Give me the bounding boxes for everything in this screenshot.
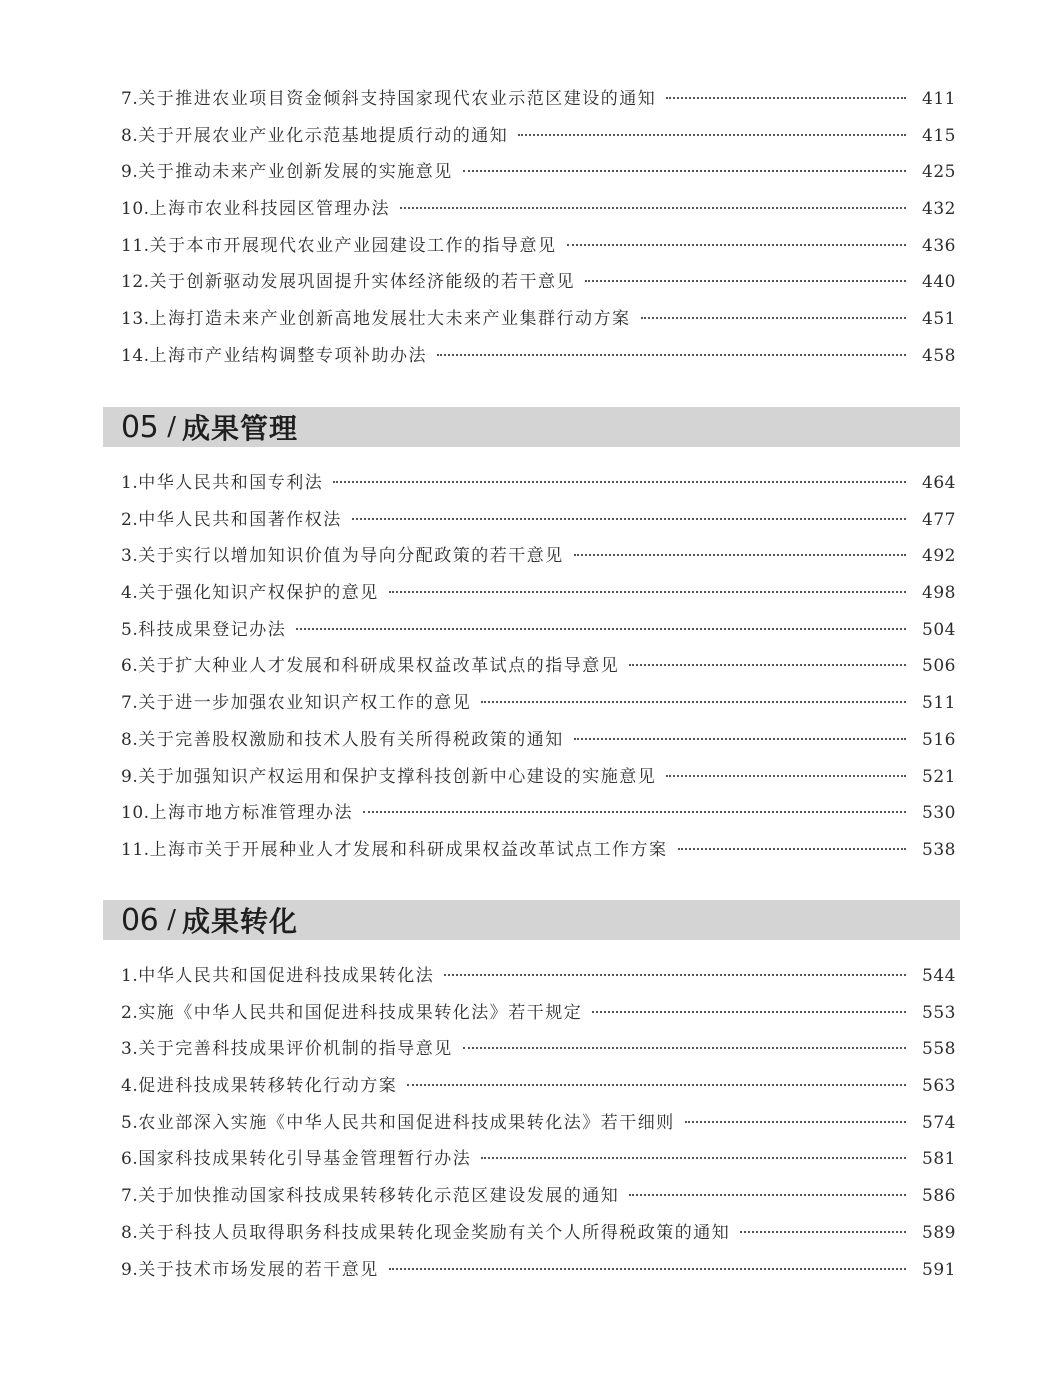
entry-title: 关于开展农业产业化示范基地提质行动的通知	[138, 125, 509, 146]
toc-entry[interactable]	[121, 502, 956, 539]
toc-entry[interactable]	[121, 575, 956, 612]
toc-list-section-06	[121, 958, 956, 1288]
entry-title: 实施《中华人民共和国促进科技成果转化法》若干规定	[138, 1002, 583, 1023]
entry-number: 6.	[121, 656, 139, 677]
entry-title: 关于科技人员取得职务科技成果转化现金奖励有关个人所得税政策的通知	[138, 1222, 731, 1243]
toc-entry[interactable]	[121, 465, 956, 502]
toc-entry[interactable]	[121, 995, 956, 1032]
entry-number: 13.	[121, 309, 150, 330]
section-number: 06	[121, 902, 159, 938]
section-title: 成果管理	[181, 412, 298, 445]
page-number: 589	[922, 1222, 956, 1243]
toc-entry[interactable]	[121, 81, 956, 118]
page-number: 477	[922, 509, 956, 530]
page-number: 563	[922, 1076, 956, 1097]
dot-leader	[685, 1121, 906, 1123]
dot-leader	[574, 738, 906, 740]
entry-title: 关于完善股权激励和技术人股有关所得税政策的通知	[138, 729, 564, 750]
dot-leader	[629, 1194, 906, 1196]
entry-title: 关于技术市场发展的若干意见	[138, 1259, 379, 1280]
entry-title: 上海市关于开展种业人才发展和科研成果权益改革试点工作方案	[149, 839, 668, 860]
dot-leader	[574, 554, 906, 556]
entry-number: 2.	[121, 1002, 139, 1023]
entry-title: 关于实行以增加知识价值为导向分配政策的若干意见	[138, 546, 564, 567]
entry-number: 7.	[121, 693, 139, 714]
toc-entry[interactable]	[121, 648, 956, 685]
entry-number: 9.	[121, 766, 139, 787]
page-number: 574	[922, 1112, 956, 1133]
entry-title: 关于创新驱动发展巩固提升实体经济能级的若干意见	[149, 272, 576, 293]
toc-entry[interactable]	[121, 759, 956, 796]
section-divider: /	[167, 412, 176, 442]
toc-entry[interactable]	[121, 154, 956, 191]
toc-entry[interactable]	[121, 685, 956, 722]
section-title: 成果转化	[181, 905, 298, 938]
page-number: 504	[922, 619, 956, 640]
section-divider: /	[167, 905, 176, 935]
toc-entry[interactable]	[121, 228, 956, 265]
toc-entry[interactable]	[121, 1215, 956, 1252]
dot-leader	[437, 354, 906, 356]
toc-list-continued	[121, 81, 956, 375]
dot-leader	[629, 664, 906, 666]
page-number: 586	[922, 1186, 956, 1207]
toc-entry[interactable]	[121, 1068, 956, 1105]
entry-title: 中华人民共和国著作权法	[138, 509, 342, 530]
entry-title: 上海市农业科技园区管理办法	[149, 199, 391, 220]
page-number: 521	[922, 766, 956, 787]
page-number: 544	[922, 966, 956, 986]
toc-list-section-05	[121, 465, 956, 869]
dot-leader	[352, 518, 906, 520]
entry-title: 关于完善科技成果评价机制的指导意见	[138, 1039, 453, 1060]
toc-entry[interactable]	[121, 191, 956, 228]
dot-leader	[481, 701, 906, 703]
entry-title: 促进科技成果转移转化行动方案	[138, 1076, 398, 1097]
toc-entry[interactable]	[121, 832, 956, 869]
entry-number: 1.	[121, 966, 139, 986]
entry-title: 科技成果登记办法	[138, 619, 287, 640]
page-number: 530	[922, 803, 956, 824]
entry-number: 5.	[121, 619, 139, 640]
toc-entry[interactable]	[121, 722, 956, 759]
entry-number: 8.	[121, 729, 139, 750]
entry-number: 7.	[121, 1186, 139, 1207]
entry-number: 1.	[121, 473, 139, 493]
page-number: 440	[922, 272, 956, 293]
entry-number: 3.	[121, 546, 139, 567]
entry-number: 6.	[121, 1149, 139, 1170]
dot-leader	[389, 591, 906, 593]
dot-leader	[389, 1268, 906, 1270]
dot-leader	[585, 280, 906, 282]
dot-leader	[407, 1084, 906, 1086]
page-number: 581	[922, 1149, 956, 1170]
entry-number: 14.	[121, 345, 150, 366]
entry-title: 关于推进农业项目资金倾斜支持国家现代农业示范区建设的通知	[138, 89, 657, 109]
dot-leader	[444, 974, 906, 976]
toc-entry[interactable]	[121, 264, 956, 301]
page-number: 415	[922, 125, 956, 146]
entry-number: 7.	[121, 89, 139, 109]
entry-title: 上海打造未来产业创新高地发展壮大未来产业集群行动方案	[149, 309, 631, 330]
entry-title: 农业部深入实施《中华人民共和国促进科技成果转化法》若干细则	[138, 1112, 675, 1133]
entry-title: 上海市地方标准管理办法	[149, 803, 354, 824]
entry-number: 9.	[121, 1259, 139, 1280]
toc-entry[interactable]	[121, 538, 956, 575]
entry-title: 中华人民共和国促进科技成果转化法	[138, 966, 435, 986]
entry-number: 8.	[121, 125, 139, 146]
toc-entry[interactable]	[121, 612, 956, 649]
entry-title: 中华人民共和国专利法	[138, 473, 324, 493]
entry-number: 3.	[121, 1039, 139, 1060]
entry-title: 关于加强知识产权运用和保护支撑科技创新中心建设的实施意见	[138, 766, 657, 787]
page-number: 436	[922, 235, 956, 256]
entry-number: 4.	[121, 583, 139, 604]
entry-title: 国家科技成果转化引导基金管理暂行办法	[138, 1149, 472, 1170]
toc-entry[interactable]	[121, 1178, 956, 1215]
entry-title: 关于进一步加强农业知识产权工作的意见	[138, 693, 472, 714]
toc-entry[interactable]	[121, 118, 956, 155]
page-number: 538	[922, 839, 956, 860]
toc-entry[interactable]	[121, 1252, 956, 1289]
entry-number: 10.	[121, 803, 150, 824]
entry-title: 关于扩大种业人才发展和科研成果权益改革试点的指导意见	[138, 656, 620, 677]
page-number: 464	[922, 473, 956, 493]
page-number: 498	[922, 583, 956, 604]
entry-number: 12.	[121, 272, 150, 293]
entry-number: 11.	[121, 235, 150, 256]
entry-number: 2.	[121, 509, 139, 530]
entry-number: 4.	[121, 1076, 139, 1097]
toc-entry[interactable]	[121, 1031, 956, 1068]
dot-leader	[333, 481, 906, 483]
entry-title: 关于加快推动国家科技成果转移转化示范区建设发展的通知	[138, 1186, 620, 1207]
page-number: 591	[922, 1259, 956, 1280]
entry-title: 上海市产业结构调整专项补助办法	[149, 345, 428, 366]
page-number: 432	[922, 199, 956, 220]
entry-number: 5.	[121, 1112, 139, 1133]
section-number: 05	[121, 409, 159, 445]
dot-leader	[678, 848, 906, 850]
entry-number: 9.	[121, 162, 139, 183]
page-number: 411	[922, 89, 956, 109]
dot-leader	[641, 317, 906, 319]
dot-leader	[463, 170, 906, 172]
page-number: 553	[922, 1002, 956, 1023]
dot-leader	[296, 628, 906, 630]
toc-entry[interactable]	[121, 338, 956, 375]
entry-number: 8.	[121, 1222, 139, 1243]
toc-entry[interactable]	[121, 1105, 956, 1142]
toc-entry[interactable]	[121, 795, 956, 832]
page-number: 511	[922, 693, 956, 714]
dot-leader	[592, 1011, 906, 1013]
entry-number: 11.	[121, 839, 150, 860]
page-number: 506	[922, 656, 956, 677]
toc-entry[interactable]	[121, 958, 956, 995]
dot-leader	[567, 244, 906, 246]
entry-number: 10.	[121, 199, 150, 220]
entry-title: 关于本市开展现代农业产业园建设工作的指导意见	[149, 235, 557, 256]
entry-title: 关于强化知识产权保护的意见	[138, 583, 379, 604]
dot-leader	[666, 775, 906, 777]
page-number: 425	[922, 162, 956, 183]
section-header-05	[103, 407, 960, 447]
page-number: 492	[922, 546, 956, 567]
dot-leader	[481, 1157, 906, 1159]
page-number: 451	[922, 309, 956, 330]
dot-leader	[363, 811, 906, 813]
toc-entry[interactable]	[121, 1141, 956, 1178]
dot-leader	[740, 1231, 906, 1233]
page-number: 516	[922, 729, 956, 750]
page-number: 558	[922, 1039, 956, 1060]
toc-entry[interactable]	[121, 301, 956, 338]
dot-leader	[518, 134, 906, 136]
dot-leader	[463, 1047, 906, 1049]
section-header-06	[103, 900, 960, 940]
page-number: 458	[922, 345, 956, 366]
dot-leader	[666, 97, 906, 99]
entry-title: 关于推动未来产业创新发展的实施意见	[138, 162, 453, 183]
dot-leader	[400, 207, 906, 209]
